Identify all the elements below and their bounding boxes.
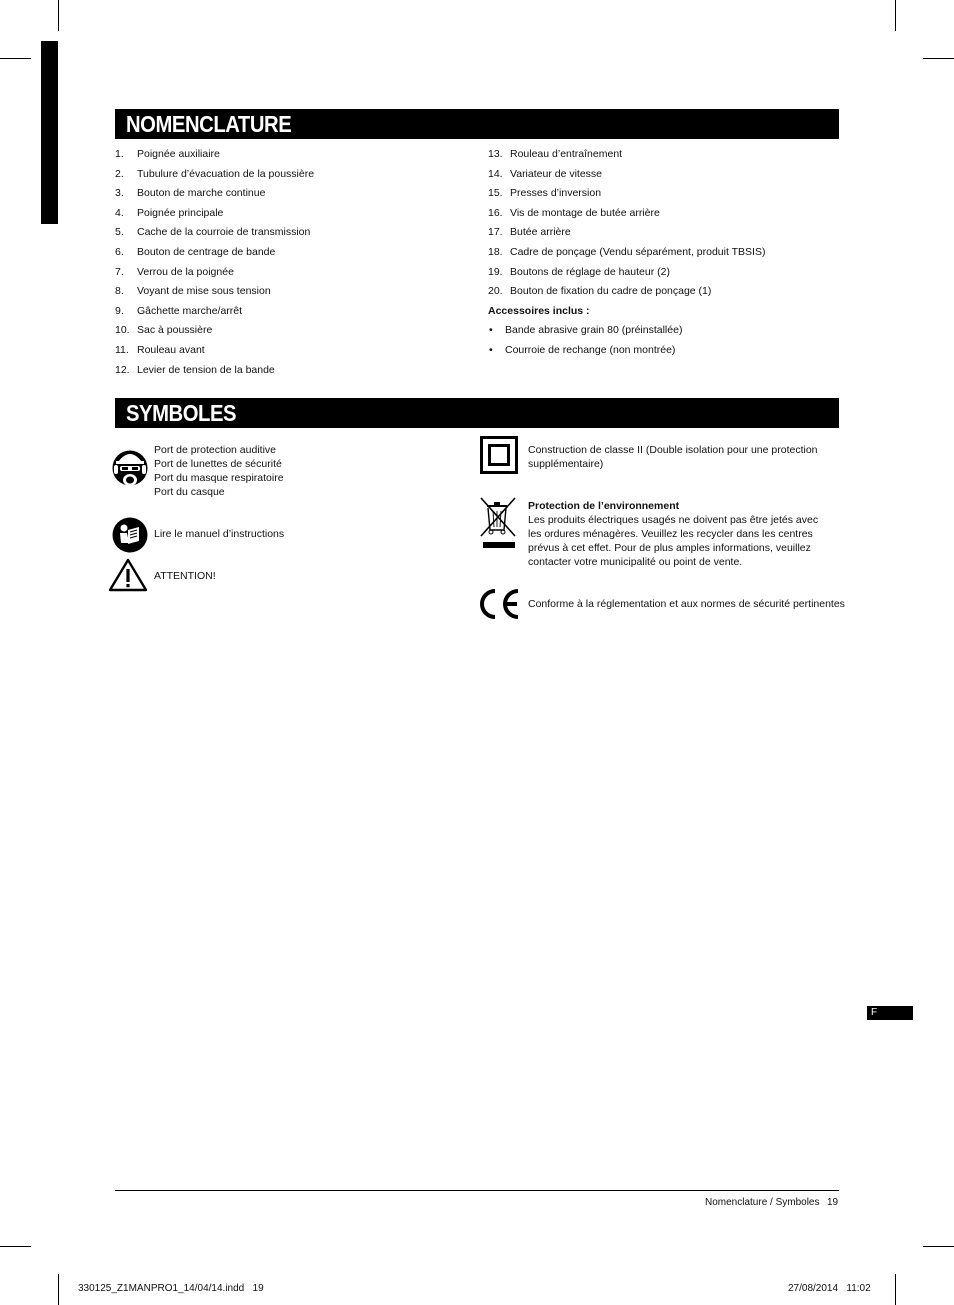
list-item: 14. Variateur de vitesse: [488, 167, 603, 180]
list-item: 19. Boutons de réglage de hauteur (2): [488, 265, 670, 278]
list-item: 8. Voyant de mise sous tension: [115, 285, 271, 298]
ppe-head-icon: [112, 444, 148, 494]
print-slug-file: 330125_Z1MANPRO1_14/04/14.indd 19: [78, 1283, 264, 1294]
list-item: 17. Butée arrière: [488, 226, 571, 239]
print-slug-date: 27/08/2014 11:02: [788, 1283, 871, 1294]
parts-list-right: [488, 145, 838, 361]
ce-mark-icon: [476, 588, 522, 620]
list-item: 13. Rouleau d’entraînement: [488, 148, 623, 160]
crossed-bin-icon: [478, 496, 518, 552]
crop-mark: [895, 0, 896, 31]
list-item: 18. Cadre de ponçage (Vendu séparément, produit TBSIS): [488, 245, 766, 258]
parts-list-left: [115, 145, 465, 380]
chapter-tab-bar: [41, 41, 58, 224]
class2-text: Construction de classe II (Double isolation pour une protection supplémentaire): [528, 444, 818, 470]
crop-mark: [58, 1274, 59, 1305]
list-item: 5. Cache de la courroie de transmission: [115, 226, 311, 239]
crop-mark: [923, 58, 954, 59]
double-square-icon: [480, 436, 518, 474]
list-item: 7. Verrou de la poignée: [115, 265, 234, 278]
ppe-text: Port de protection auditive Port de lunettes de sécurité Port du masque respiratoire Port du casque: [154, 444, 284, 498]
list-item: 11. Rouleau avant: [115, 343, 205, 356]
environment-text: Protection de l’environnement Les produits électriques usagés ne doivent pas être jetés avec les ordures ménagères. Veuillez les recycler dans les centres prévus à cet effet. Pour de plus amples informations, veuillez contacter votre municipalité ou point de vente.: [528, 500, 819, 568]
crop-mark: [0, 1246, 31, 1247]
page-number: 19: [827, 1197, 839, 1208]
footer-section: Nomenclature / Symboles: [705, 1197, 820, 1208]
list-item: 9. Gâchette marche/arrêt: [115, 304, 243, 317]
crop-mark: [58, 0, 59, 31]
language-tag: F: [867, 1006, 913, 1020]
list-item: 2. Tubulure d’évacuation de la poussière: [115, 167, 315, 180]
crop-mark: [895, 1274, 896, 1305]
list-item: 3. Bouton de marche continue: [115, 187, 266, 200]
list-item: 4. Poignée principale: [115, 206, 224, 219]
accessories-heading: Accessoires inclus :: [488, 304, 590, 317]
accessory-item: • Courroie de rechange (non montrée): [489, 343, 676, 356]
list-item: 20. Bouton de fixation du cadre de ponçage (1): [488, 285, 712, 298]
list-item: 1. Poignée auxiliaire: [115, 148, 220, 160]
list-item: 6. Bouton de centrage de bande: [115, 245, 276, 258]
read-manual-icon: [112, 517, 148, 553]
list-item: 10. Sac à poussière: [115, 324, 213, 337]
nomenclature-title: NOMENCLATURE: [126, 111, 292, 137]
warning-triangle-icon: [108, 558, 148, 592]
manual-text: Lire le manuel d’instructions: [154, 528, 285, 540]
ce-text: Conforme à la réglementation et aux normes de sécurité pertinentes: [528, 598, 845, 610]
footer-rule: [115, 1190, 839, 1191]
list-item: 12. Levier de tension de la bande: [115, 363, 275, 376]
crop-mark: [923, 1246, 954, 1247]
list-item: 15. Presses d’inversion: [488, 187, 602, 200]
accessory-item: • Bande abrasive grain 80 (préinstallée): [489, 324, 683, 337]
symbols-title: SYMBOLES: [126, 400, 237, 426]
symbols-heading: [115, 398, 839, 428]
crop-mark: [0, 58, 31, 59]
attention-text: ATTENTION!: [154, 570, 216, 582]
nomenclature-heading: [115, 109, 839, 139]
list-item: 16. Vis de montage de butée arrière: [488, 206, 660, 219]
